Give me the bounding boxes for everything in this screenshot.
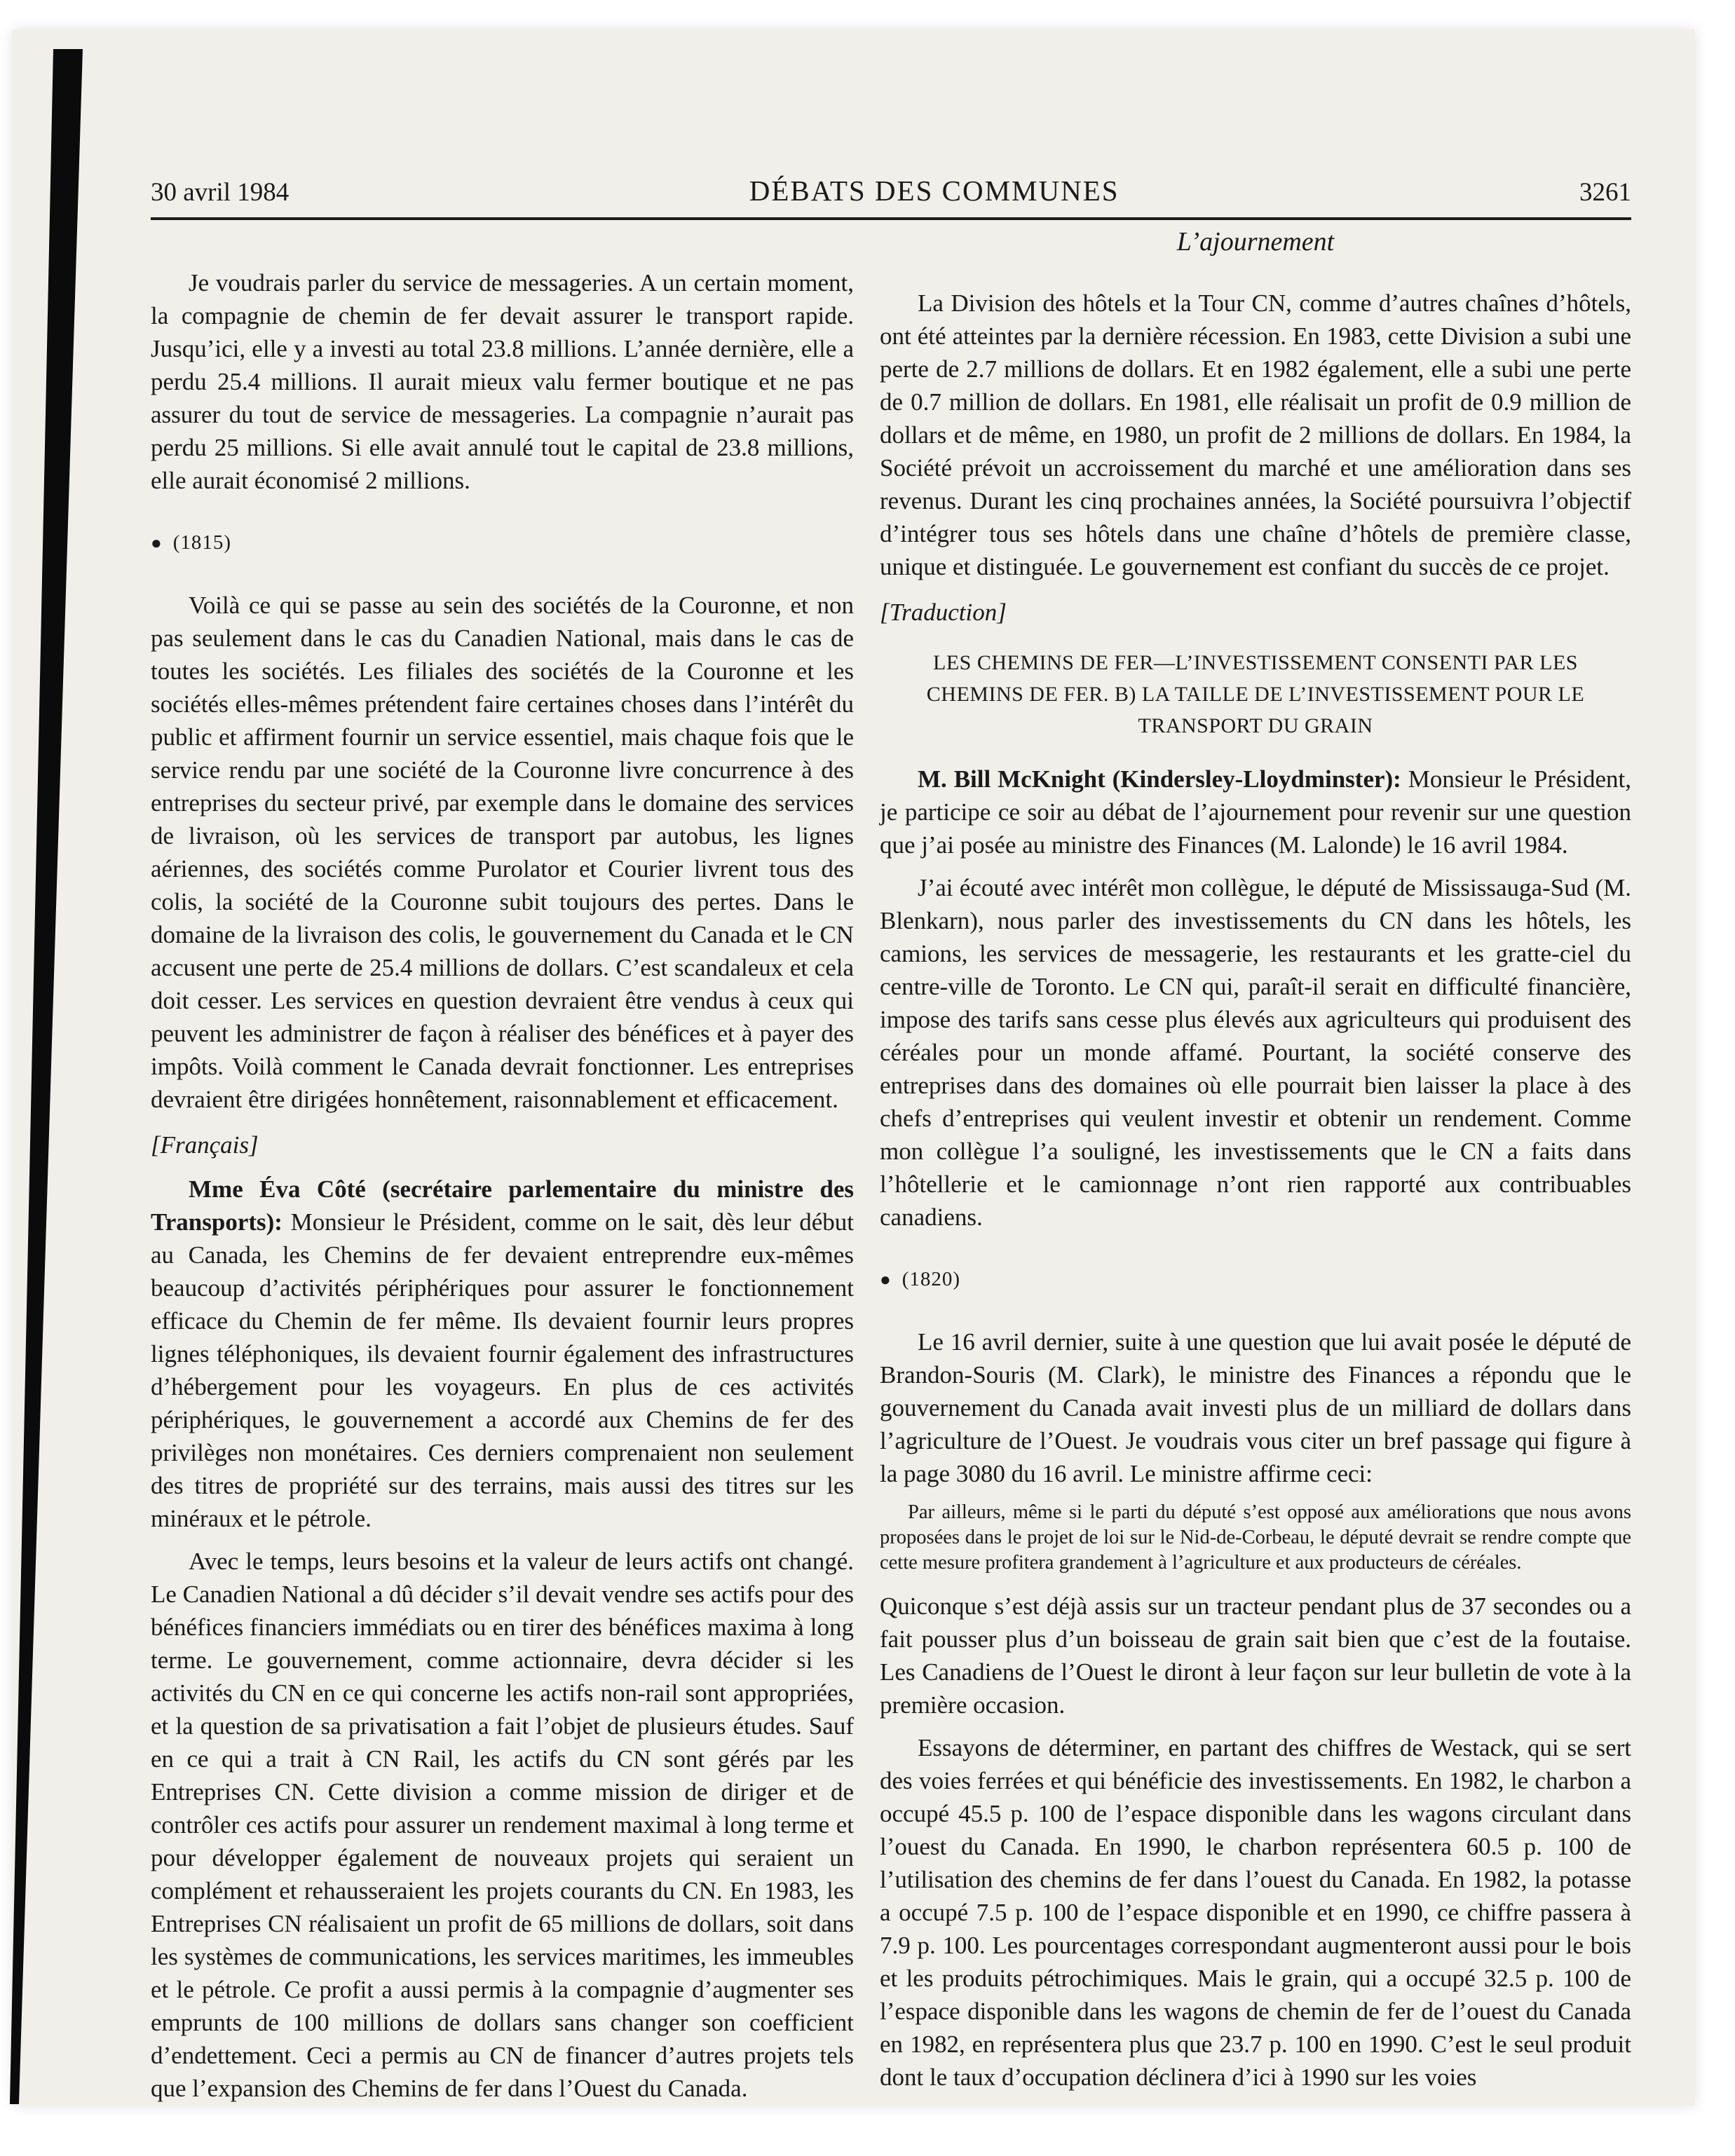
- quotation-block: Par ailleurs, même si le parti du député s’est opposé aux améliorations que nous avons proposées dans le projet de loi sur le Nid-de-Corbeau, le député devrait se rendre compte que cette mesure profitera grandement à l’agriculture et aux producteurs de céréales.: [880, 1501, 1631, 1574]
- time-marker: [880, 1263, 1631, 1296]
- section-heading: LES CHEMINS DE FER—L’INVESTISSEMENT CONSENTI PAR LES CHEMINS DE FER. B) LA TAILLE DE L’INVESTISSEMENT POUR LE TRANSPORT DU GRAIN: [926, 651, 1585, 737]
- page-header: [151, 174, 1631, 207]
- bullet-icon: ●: [151, 532, 162, 553]
- paragraph: J’ai écouté avec intérêt mon collègue, le député de Mississauga-Sud (M. Blenkarn), nous parler des investissements du CN dans les hôtels, les camions, les services de messagerie, les restaurants et les gratte-ciel du centre-ville de Toronto. Le CN qui, paraît-il serait en difficulté financière, impose des tarifs sans cesse plus élevés aux agriculteurs qui produisent des céréales pour un monde affamé. Pourtant, la société conserve des entreprises dans des domaines où elle pourrait bien laisser la place à des chefs d’entreprises qui veulent investir et obtenir un rendement. Comme mon collègue l’a souligné, les investissements que le CN a faits dans l’hôtellerie et le camionnage n’ont rien rapporté aux contribuables canadiens.: [880, 874, 1631, 1231]
- bullet-icon: ●: [880, 1269, 891, 1290]
- paragraph: Quiconque s’est déjà assis sur un tracteur pendant plus de 37 secondes ou a fait pousser plus d’un boisseau de grain sait bien que c’est de la foutaise. Les Canadiens de l’Ouest le diront à leur façon sur leur bulletin de vote à la première occasion.: [880, 1592, 1631, 1719]
- speaker-name: Mme Éva Côté (secrétaire parlementaire du ministre des Transports):: [151, 1175, 854, 1236]
- time-marker-label: (1815): [172, 531, 232, 554]
- language-tag: [Traduction]: [880, 599, 1007, 626]
- time-marker: [151, 526, 854, 559]
- speech-text: Monsieur le Président, je participe ce soir au débat de l’ajournement pour revenir sur une question que j’ai posée au ministre des Finances (M. Lalonde) le 16 avril 1984.: [880, 765, 1631, 859]
- speaker-name: M. Bill McKnight (Kindersley-Lloydminster):: [918, 765, 1401, 793]
- paragraph: Avec le temps, leurs besoins et la valeur de leurs actifs ont changé. Le Canadien National a dû décider s’il devait vendre ses actifs pour des bénéfices financiers immédiats ou en tirer des bénéfices maxima à long terme. Le gouvernement, comme actionnaire, devra décider si les activités du CN en ce qui concerne les actifs non-rail sont appropriées, et la question de sa privatisation a fait l’objet de plusieurs études. Sauf en ce qui a trait à CN Rail, les actifs du CN sont gérés par les Entreprises CN. Cette division a comme mission de diriger et de contrôler ces actifs pour assurer un rendement maximal à long terme et pour développer également de nouveaux projets qui seraient un complément et rehausseraient les projets courants du CN. En 1983, les Entreprises CN réalisaient un profit de 65 millions de dollars, soit dans les systèmes de communications, les services maritimes, les immeubles et le pétrole. Ce profit a aussi permis à la compagnie d’augmenter ses emprunts de 100 millions de dollars sans changer son coefficient d’endettement. Ceci a permis au CN de financer d’autres projets tels que l’expansion des Chemins de fer dans l’Ouest du Canada.: [151, 1548, 854, 2102]
- page-content: [151, 174, 1631, 2115]
- paragraph: Le 16 avril dernier, suite à une question que lui avait posée le député de Brandon-Souris (M. Clark), le ministre des Finances a répondu que le gouvernement du Canada avait investi plus de un milliard de dollars dans l’agriculture de l’Ouest. Je voudrais vous citer un bref passage qui figure à la page 3080 du 16 avril. Le ministre affirme ceci:: [880, 1328, 1631, 1487]
- header-rule: [151, 217, 1631, 220]
- paragraph: Essayons de déterminer, en partant des chiffres de Westack, qui se sert des voies ferrées et qui bénéficie des investissements. En 1982, le charbon a occupé 45.5 p. 100 de l’espace disponible dans les wagons circulant dans l’ouest du Canada. En 1990, le charbon représentera 60.5 p. 100 de l’utilisation des chemins de fer dans l’ouest du Canada. En 1982, la potasse a occupé 7.5 p. 100 de l’espace disponible et en 1990, ce chiffre passera à 7.9 p. 100. Les pourcentages correspondant augmenteront aussi pour le bois et les produits pétrochimiques. Mais le grain, qui a occupé 32.5 p. 100 de l’espace disponible dans les wagons de chemin de fer de l’ouest du Canada en 1982, en représentera plus que 23.7 p. 100 en 1990. C’est le seul produit dont le taux d’occupation déclinera d’ici à 1990 sur les voies: [880, 1734, 1631, 2091]
- time-marker-label: (1820): [901, 1268, 961, 1290]
- two-column-body: [151, 226, 1631, 2115]
- speech-text: Monsieur le Président, comme on le sait, dès leur début au Canada, les Chemins de fer devaient entreprendre eux-mêmes beaucoup d’activités périphériques pour assurer le fonctionnement efficace du Chemin de fer même. Ils devaient fournir leurs propres lignes téléphoniques, ils devaient fournir également des infrastructures d’hébergement pour les voyageurs. En plus de ces activités périphériques, le gouvernement a accordé aux Chemins de fer des privilèges non monétaires. Ces derniers comprenaient non seulement des titres de propriété sur des terrains, mais aussi des titres sur les minéraux et le pétrole.: [151, 1208, 854, 1532]
- right-column: [880, 226, 1631, 2115]
- header-title: DÉBATS DES COMMUNES: [749, 175, 1120, 207]
- paragraph: La Division des hôtels et la Tour CN, comme d’autres chaînes d’hôtels, ont été atteintes par la dernière récession. En 1983, cette Division a subi une perte de 2.7 millions de dollars. Et en 1982 également, elle a subi une perte de 0.7 million de dollars. En 1981, elle réalisait un profit de 0.9 million de dollars et de même, en 1980, un profit de 2 millions de dollars. En 1984, la Société prévoit un accroissement du marché et une amélioration dans ses revenus. Durant les cinq prochaines années, la Société poursuivra l’objectif d’intégrer tous ses hôtels dans une chaîne d’hôtels de première classe, unique et distinguée. Le gouvernement est confiant du succès de ce projet.: [880, 289, 1631, 580]
- header-date: 30 avril 1984: [151, 178, 290, 207]
- header-page-number: 3261: [1579, 178, 1631, 207]
- speech-paragraph: [151, 1173, 854, 1535]
- language-tag: [Français]: [151, 1131, 259, 1159]
- paragraph: Voilà ce qui se passe au sein des sociétés de la Couronne, et non pas seulement dans le cas du Canadien National, mais dans le cas de toutes les sociétés. Les filiales des sociétés de la Couronne et les sociétés elles-mêmes prétendent faire certaines choses dans l’intérêt du public et affirment fournir un service essentiel, mais chaque fois que le service rendu par une société de la Couronne livre concurrence à des entreprises du secteur privé, par exemple dans le domaine des services de livraison, où les services de transport par autobus, les lignes aériennes, des sociétés comme Purolator et Courier livrent tous des colis, la société de la Couronne subit toujours des pertes. Dans le domaine de la livraison des colis, le gouvernement du Canada et le CN accusent une perte de 25.4 millions de dollars. C’est scandaleux et cela doit cesser. Les services en question devraient être vendus à ceux qui peuvent les administrer de façon à réaliser des bénéfices et à payer des impôts. Voilà comment le Canada devrait fonctionner. Les entreprises devraient être dirigées honnêtement, raisonnablement et efficacement.: [151, 592, 854, 1113]
- left-column: [151, 226, 854, 2115]
- running-head: L’ajournement: [1176, 227, 1335, 257]
- speech-paragraph: [880, 763, 1631, 861]
- paragraph: Je voudrais parler du service de messageries. A un certain moment, la compagnie de chemin de fer devait assurer le transport rapide. Jusqu’ici, elle y a investi au total 23.8 millions. L’année dernière, elle a perdu 25.4 millions. Il aurait mieux valu fermer boutique et ne pas assurer du tout de service de messageries. La compagnie n’aurait pas perdu 25 millions. Si elle avait annulé tout le capital de 23.8 millions, elle aurait économisé 2 millions.: [151, 269, 854, 494]
